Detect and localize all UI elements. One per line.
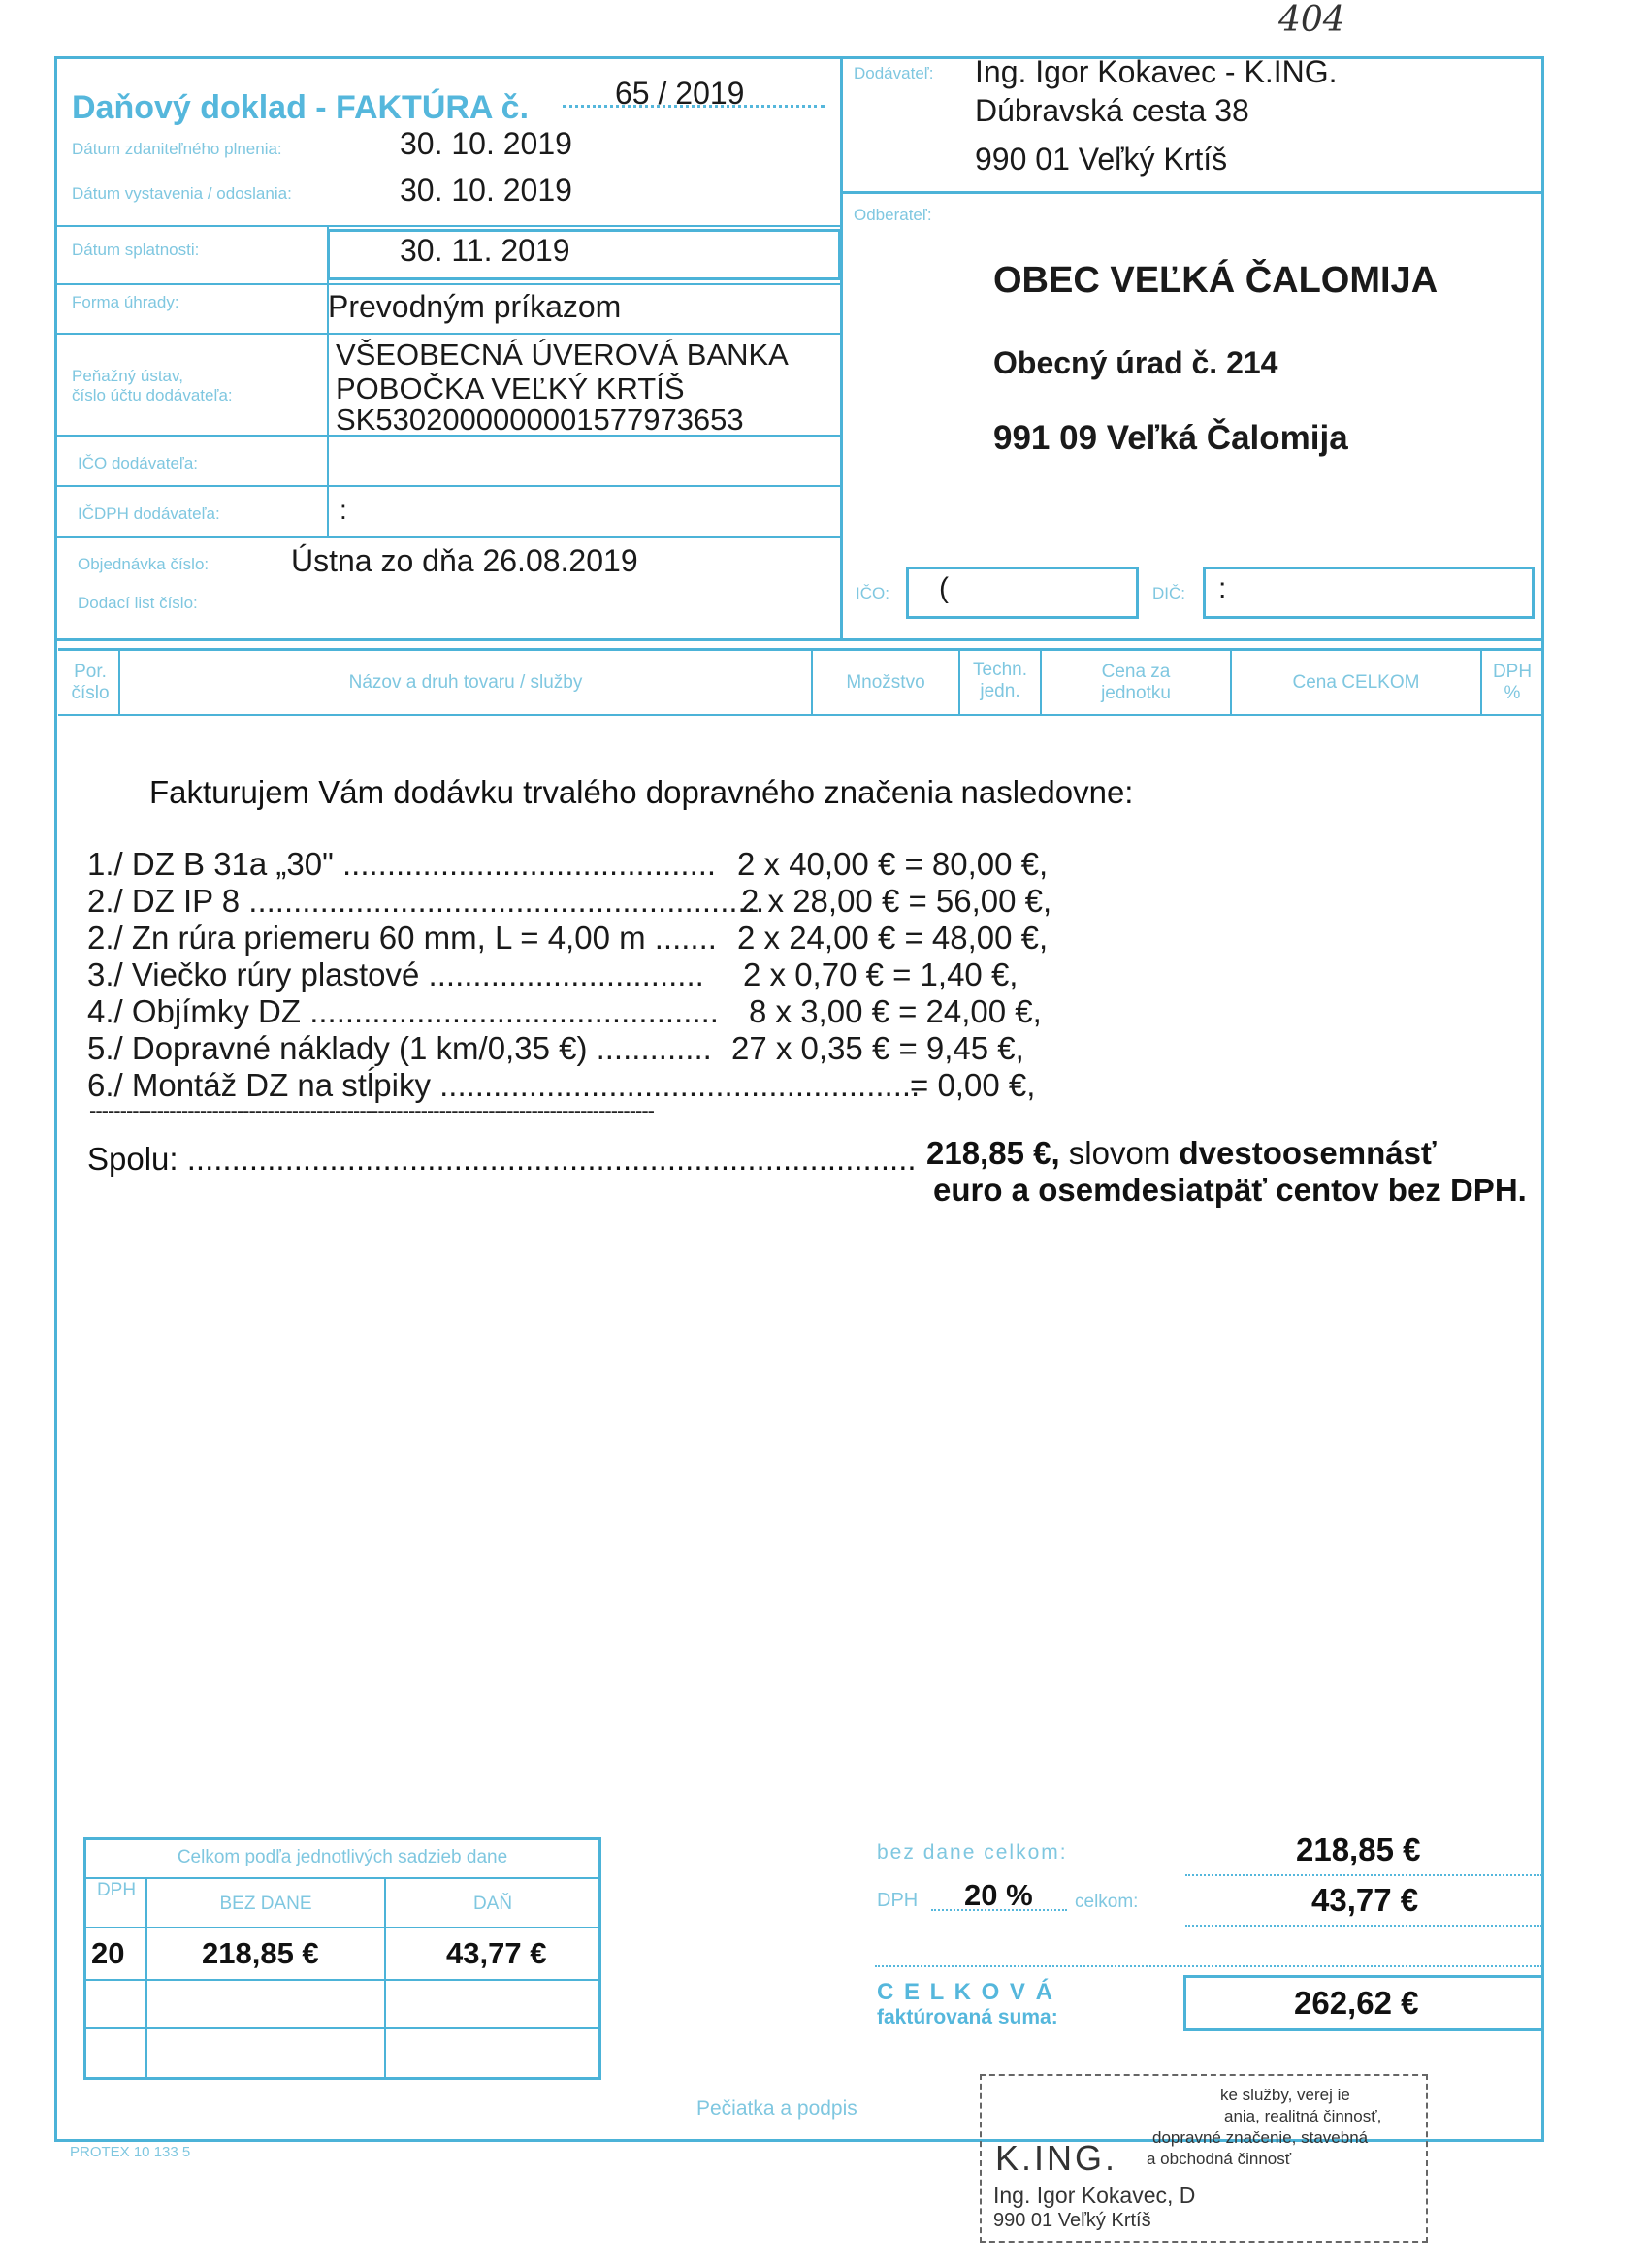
vat-tax: 43,77 € — [446, 1936, 547, 1970]
stamp-line-2: ania, realitná činnosť, — [1224, 2107, 1382, 2125]
header-bottom — [54, 638, 1544, 641]
items-separator: -------------------------------------------------------------------------------------------- — [89, 1098, 655, 1122]
col-header-unit-1: Techn. — [973, 660, 1027, 680]
customer-city: 991 09 Veľká Čalomija — [993, 419, 1348, 457]
table-header-top — [58, 648, 1542, 651]
vat-base: 218,85 € — [202, 1936, 319, 1970]
supplier-name: Ing. Igor Kokavec - K.ING. — [975, 54, 1338, 89]
col-header-price-2: jednotku — [1101, 683, 1171, 703]
summary-vat-suffix: celkom: — [1075, 1892, 1139, 1912]
summary-vat-rate: 20 % — [964, 1878, 1033, 1912]
row-line-6 — [54, 536, 843, 538]
line-item-amount: 2 x 24,00 € = 48,00 €, — [737, 920, 1049, 956]
row-line-3 — [54, 333, 843, 335]
col-header-unit-2: jedn. — [980, 681, 1020, 701]
line-item-desc: 2./ DZ IP 8 .......................................................... — [87, 883, 765, 919]
invoice-intro: Fakturujem Vám dodávku trvalého dopravného značenia nasledovne: — [149, 774, 1134, 810]
vat-line-1 — [85, 1877, 599, 1879]
customer-dic-value: : — [1218, 572, 1227, 604]
row-line-1 — [54, 225, 843, 227]
iban: SK5302000000001577973653 — [336, 403, 744, 437]
bank-label-2: číslo účtu dodávateľa: — [72, 386, 233, 405]
stamp-signature-label: Pečiatka a podpis — [696, 2097, 857, 2120]
date-issue: 30. 10. 2019 — [400, 173, 572, 208]
line-item-amount: = 0,00 €, — [910, 1067, 1036, 1103]
col-header-unit — [960, 660, 1040, 702]
delivery-note-label: Dodací list číslo: — [78, 594, 198, 612]
stamp-name: Ing. Igor Kokavec, D — [993, 2183, 1196, 2208]
line-item-amount: 2 x 40,00 € = 80,00 €, — [737, 846, 1049, 882]
line-item-desc: 4./ Objímky DZ .............................................. — [87, 993, 719, 1029]
date-supply: 30. 10. 2019 — [400, 126, 572, 161]
total-words-prefix: slovom — [1068, 1135, 1171, 1171]
line-item — [87, 1030, 1024, 1067]
vat-col-tax: DAŇ — [472, 1894, 513, 1914]
col-header-vat — [1482, 662, 1542, 704]
frame-middle-vertical — [840, 56, 843, 640]
vat-table-title: Celkom podľa jednotlivých sadzieb dane — [177, 1847, 508, 1867]
supplier-label: Dodávateľ: — [854, 64, 934, 82]
line-item — [87, 956, 1018, 993]
customer-name: OBEC VEĽKÁ ČALOMIJA — [993, 260, 1439, 301]
summary-total-label-2: faktúrovaná suma: — [877, 2006, 1058, 2028]
col-header-por-1: Por. — [74, 662, 107, 682]
customer-ico-label: IČO: — [856, 584, 889, 602]
col-header-qty: Množstvo — [846, 672, 925, 693]
stamp-logo: K.ING. — [995, 2138, 1118, 2178]
icdph-supplier-label: IČDPH dodávateľa: — [78, 504, 220, 523]
frame-right — [1541, 56, 1544, 2142]
summary-separator — [875, 1965, 1542, 1967]
vat-rate: 20 — [91, 1936, 125, 1970]
summary-total-label-1: C E L K O V Á — [877, 1979, 1054, 2005]
bank-name: VŠEOBECNÁ ÚVEROVÁ BANKA — [336, 338, 789, 372]
customer-dic-box — [1203, 567, 1535, 619]
line-item-amount: 8 x 3,00 € = 24,00 €, — [749, 993, 1042, 1029]
total-words-1: dvestoosemnásť — [1179, 1135, 1437, 1171]
date-issue-label: Dátum vystavenia / odoslania: — [72, 184, 292, 203]
summary-total: 262,62 € — [1294, 1985, 1419, 2021]
company-stamp — [980, 2074, 1428, 2243]
summary-vat-prefix: DPH — [877, 1890, 919, 1911]
vat-line-4 — [85, 2027, 599, 2029]
supplier-city: 990 01 Veľký Krtíš — [975, 142, 1228, 177]
line-item-desc: 1./ DZ B 31a „30" .......................................... — [87, 846, 717, 882]
invoice-title: Daňový doklad - FAKTÚRA č. — [72, 89, 530, 126]
bank-label-1: Peňažný ústav, — [72, 367, 183, 385]
total-label: Spolu: .................................................................................. — [87, 1141, 917, 1177]
due-date: 30. 11. 2019 — [400, 233, 570, 268]
total-amount-line — [926, 1135, 1437, 1172]
line-item-desc: 2./ Zn rúra priemeru 60 mm, L = 4,00 m ....... — [87, 920, 717, 956]
col-header-por — [62, 662, 118, 704]
payment-method: Prevodným príkazom — [328, 289, 622, 324]
table-header-bottom — [58, 714, 1542, 716]
col-header-vat-1: DPH — [1492, 662, 1533, 682]
page-annotation: 404 — [1278, 0, 1345, 40]
line-item-desc: 6./ Montáž DZ na stĺpiky ...................................................... — [87, 1067, 921, 1103]
frame-left — [54, 56, 57, 2142]
col-header-price-1: Cena za — [1101, 662, 1171, 682]
line-item — [87, 846, 1049, 883]
stamp-line-4: a obchodná činnosť — [1147, 2150, 1292, 2168]
vat-line-3 — [85, 1979, 599, 1981]
line-item — [87, 920, 1049, 956]
line-item-desc: 5./ Dopravné náklady (1 km/0,35 €) ............. — [87, 1030, 712, 1066]
icdph-supplier-value: : — [340, 495, 347, 525]
col-header-price — [1042, 662, 1230, 704]
order-label: Objednávka číslo: — [78, 555, 210, 573]
vat-line-2 — [85, 1927, 599, 1928]
col-header-name: Názov a druh tovaru / služby — [348, 672, 583, 693]
line-item — [87, 993, 1042, 1030]
ico-supplier-label: IČO dodávateľa: — [78, 454, 199, 472]
row-line-5 — [54, 485, 843, 487]
line-item-amount: 27 x 0,35 € = 9,45 €, — [731, 1030, 1024, 1066]
supplier-street: Dúbravská cesta 38 — [975, 93, 1249, 128]
stamp-line-1: ke služby, verej ie — [1220, 2086, 1350, 2104]
supplier-divider — [840, 191, 1544, 194]
customer-label: Odberateľ: — [854, 206, 932, 224]
date-supply-label: Dátum zdaniteľného plnenia: — [72, 140, 282, 158]
bank-branch: POBOČKA VEĽKÝ KRTÍŠ — [336, 372, 685, 405]
due-date-label: Dátum splatnosti: — [72, 241, 200, 259]
col-header-total: Cena CELKOM — [1292, 672, 1420, 693]
summary-base: 218,85 € — [1296, 1831, 1421, 1867]
summary-base-dots — [1185, 1874, 1542, 1876]
col-header-vat-2: % — [1504, 683, 1521, 703]
stamp-city: 990 01 Veľký Krtíš — [993, 2210, 1151, 2231]
total-amount: 218,85 €, — [926, 1135, 1060, 1171]
stamp-line-3: dopravné značenie, stavebná — [1152, 2128, 1369, 2147]
summary-base-label: bez dane celkom: — [877, 1841, 1068, 1863]
vat-col-dph: DPH — [96, 1880, 137, 1900]
customer-dic-label: DIČ: — [1152, 584, 1185, 602]
order-value: Ústna zo dňa 26.08.2019 — [291, 543, 638, 578]
line-item — [87, 883, 1052, 920]
protex-code: PROTEX 10 133 5 — [70, 2144, 191, 2160]
total-words-2: euro a osemdesiatpäť centov bez DPH. — [933, 1172, 1527, 1208]
customer-ico-value: ( — [939, 572, 949, 604]
row-line-2 — [54, 283, 843, 285]
invoice-number: 65 / 2019 — [615, 76, 745, 111]
payment-label: Forma úhrady: — [72, 293, 179, 311]
summary-vat-dots — [1185, 1925, 1542, 1927]
line-item-amount: 2 x 28,00 € = 56,00 €, — [741, 883, 1052, 919]
line-item-desc: 3./ Viečko rúry plastové ............................... — [87, 956, 704, 992]
summary-vat: 43,77 € — [1311, 1882, 1419, 1918]
col-header-por-2: číslo — [71, 683, 110, 703]
customer-office: Obecný úrad č. 214 — [993, 345, 1278, 380]
vat-col-base: BEZ DANE — [219, 1894, 312, 1914]
line-item-amount: 2 x 0,70 € = 1,40 €, — [743, 956, 1018, 992]
